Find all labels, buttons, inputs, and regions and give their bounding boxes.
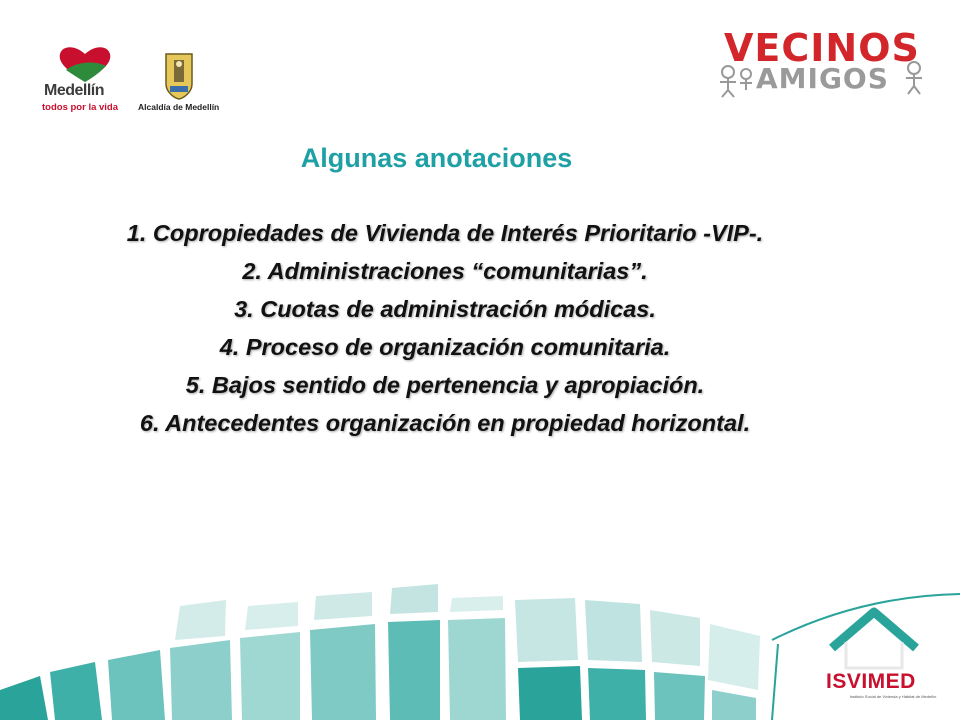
vecinos-amigos-logo [716, 26, 928, 98]
note-item: 2. Administraciones “comunitarias”. [242, 258, 648, 284]
medellin-tagline: todos por la vida [42, 102, 119, 113]
note-item: 3. Cuotas de administración módicas. [234, 296, 656, 322]
medellin-wordmark: Medellín [44, 82, 105, 99]
kids-doodle-icon [716, 64, 756, 98]
coat-of-arms-icon [164, 50, 194, 100]
medellin-logo [40, 44, 130, 116]
isvimed-wordmark: ISVIMED [826, 670, 916, 693]
notes-list [100, 214, 790, 442]
heart-icon [56, 44, 114, 84]
note-item: 5. Bajos sentido de pertenencia y apropiación. [185, 372, 705, 398]
kid-doodle-icon [900, 60, 928, 96]
amigos-wordmark: AMIGOS [756, 62, 889, 95]
alcaldia-logo [132, 50, 232, 114]
vecinos-wordmark: VECINOS [724, 26, 920, 70]
note-item: 1. Copropiedades de Vivienda de Interés Prioritario -VIP-. [126, 220, 764, 246]
note-item: 6. Antecedentes organización en propiedad horizontal. [139, 410, 751, 436]
isvimed-subtitle: Instituto Social de Vivienda y Hábitat de Medellín [849, 694, 937, 699]
isvimed-logo [772, 596, 960, 720]
slide-title: Algunas anotaciones [300, 143, 573, 173]
tile-arc [0, 584, 760, 720]
alcaldia-label: Alcaldía de Medellín [138, 102, 220, 112]
note-item: 4. Proceso de organización comunitaria. [219, 334, 671, 360]
